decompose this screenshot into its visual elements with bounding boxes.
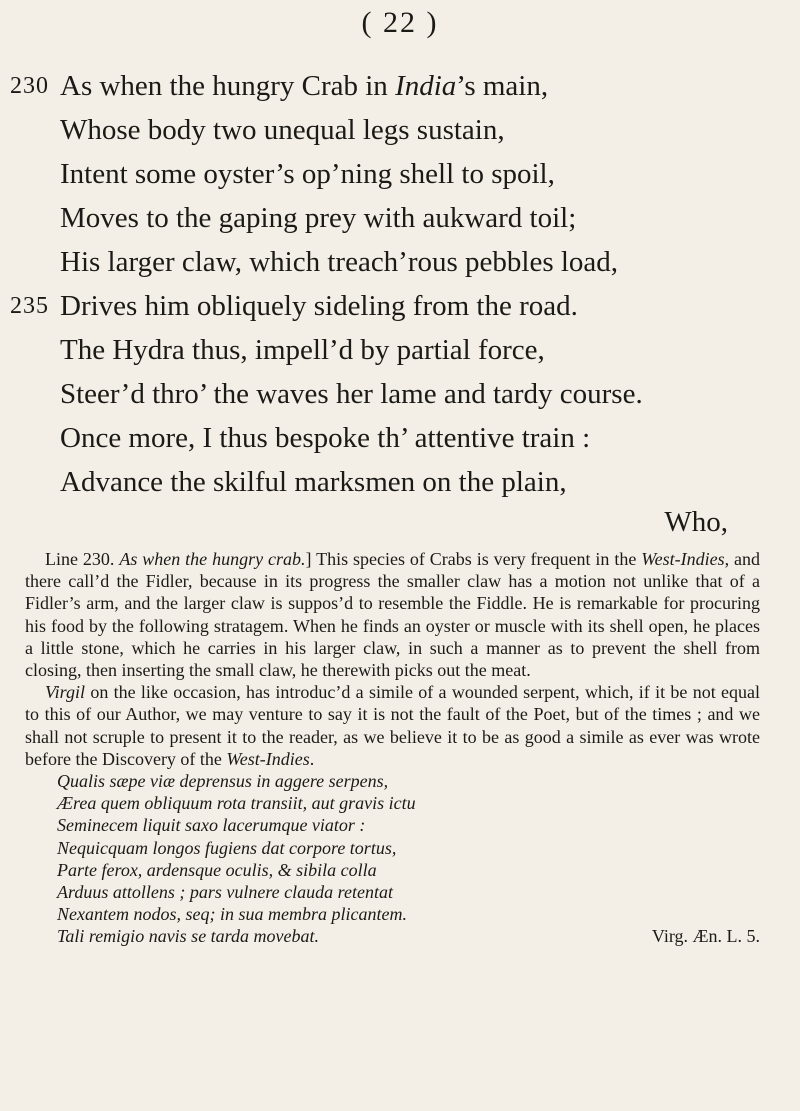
verse-text: Once more, I thus bespoke th’ attentive train :: [60, 422, 591, 454]
place-name: West-Indies: [641, 549, 725, 569]
quote-line: Arduus attollens ; pars vulnere clauda retentat: [57, 882, 393, 903]
footnotes: [25, 548, 760, 948]
verse-text-rest: ’s main,: [456, 70, 549, 102]
note-line-ref: Line 230.: [45, 549, 120, 569]
page-number: ( 22 ): [361, 6, 439, 39]
quote-line: Ærea quem obliquum rota transiit, aut gravis ictu: [57, 793, 416, 814]
quote-line: Nequicquam longos fugiens dat corpore tortus,: [57, 837, 397, 858]
note-lemma: As when the hungry crab.: [119, 549, 306, 569]
quote-line: Parte ferox, ardensque oculis, & sibila colla: [57, 859, 377, 880]
quote-line: Qualis sæpe viæ deprensus in aggere serpens,: [57, 771, 389, 792]
verse-text: Intent some oyster’s op’ning shell to spoil,: [60, 158, 555, 190]
note-paragraph: Line 230. As when the hungry crab.] This species of Crabs is very frequent in the West-Indies, and there call’d the Fidler, because in its progress the smaller claw has a motion not unlike that of a Fidler’s arm, and the larger claw is suppos’d to resemble the Fiddle. He is remarkable for procuring his food by the following stratagem. When he finds an oyster or muscle with its shell open, he places a little stone, which he carries in his larger claw, in such a manner as to prevent the shell from closing, then inserting the small claw, he therewith picks out the meat.: [25, 549, 760, 681]
latin-quotation: [25, 770, 760, 948]
verse-text: Moves to the gaping prey with aukward toil;: [60, 202, 577, 234]
verse-text: Whose body two unequal legs sustain,: [60, 114, 505, 146]
line-number: 235: [10, 293, 49, 319]
note-paragraph: Virgil on the like occasion, has introduc’d a simile of a wounded serpent, which, if it be not equal to this of our Author, we may venture to say it is not the fault of the Poet, but of the times ; and we shall not scruple to present it to the reader, as we believe it to be as good a simile as ever was wrote before the Discovery of the West-Indies.: [25, 682, 760, 769]
catchword: Who,: [664, 506, 728, 538]
verse-text: The Hydra thus, impell’d by partial force,: [60, 334, 545, 366]
line-number: 230: [10, 73, 49, 99]
verse-text: Drives him obliquely sideling from the road.: [60, 290, 578, 322]
quote-line: Nexantem nodos, seq; in sua membra plicantem.: [57, 904, 407, 925]
verse-text: Advance the skilful marksmen on the plain,: [60, 466, 567, 498]
quote-line: Tali remigio navis se tarda movebat. Virg. Æn. L. 5.: [57, 926, 760, 947]
verse-text: His larger claw, which treach’rous pebbles load,: [60, 246, 619, 278]
verse-emphasis: India: [395, 70, 457, 102]
quote-source: Virg. Æn. L. 5.: [651, 926, 760, 947]
author-name: Virgil: [45, 682, 85, 703]
verse-text: As when the hungry Crab in: [60, 70, 396, 102]
place-name: West-Indies: [226, 748, 310, 769]
quote-line: Seminecem liquit saxo lacerumque viator :: [57, 815, 366, 836]
verse-text: Steer’d thro’ the waves her lame and tardy course.: [60, 378, 643, 410]
